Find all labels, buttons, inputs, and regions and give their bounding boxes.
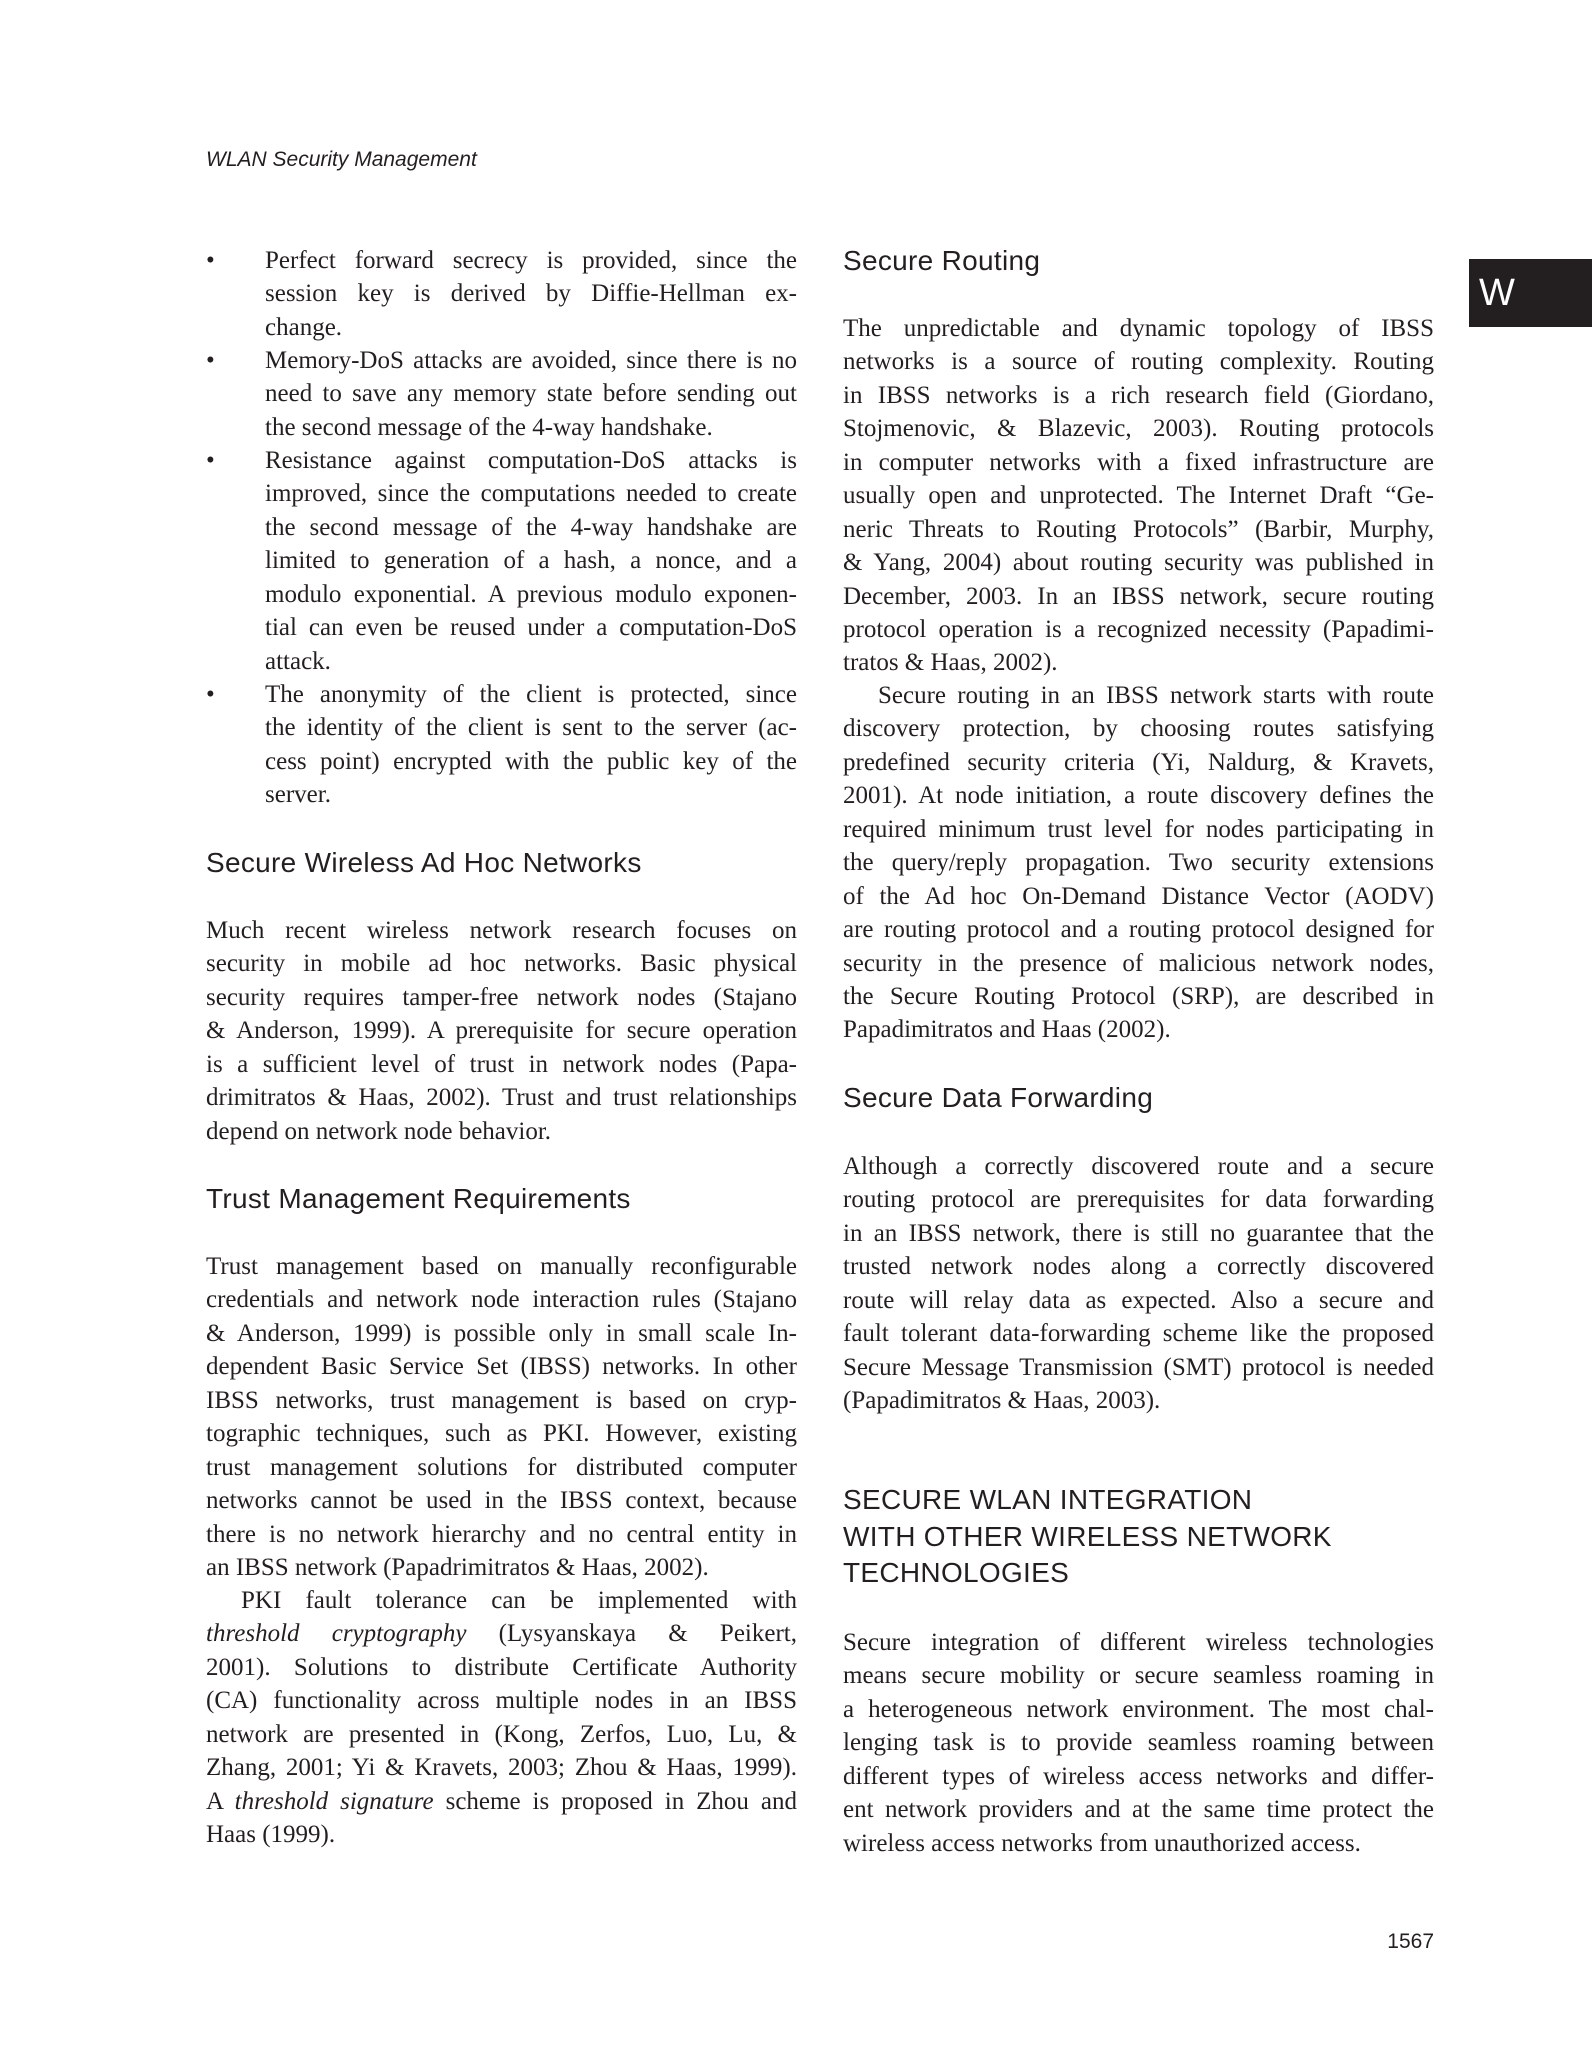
text-line: tographic techniques, such as PKI. However, existing: [206, 1420, 797, 1448]
text-line: required minimum trust level for nodes participating in: [843, 815, 1434, 843]
bullet-item: [206, 244, 797, 344]
heading-secure-data-forwarding: Secure Data Forwarding: [843, 1082, 1154, 1113]
text-line: lenging task is to provide seamless roaming between: [843, 1729, 1434, 1757]
text-line: modulo exponential. A previous modulo exponen-: [265, 580, 797, 608]
italic-term: threshold signature: [234, 1787, 434, 1815]
text-line: [206, 1617, 797, 1650]
text-line: Secure Message Transmission (SMT) protocol is needed: [843, 1353, 1434, 1381]
text-line: the second message of the 4-way handshake.: [265, 413, 713, 441]
text-line: usually open and unprotected. The Internet Draft “Ge-: [843, 482, 1434, 510]
text-line: [206, 1751, 797, 1784]
paragraph: [843, 679, 1434, 1047]
text-line: limited to generation of a hash, a nonce, and a: [265, 547, 797, 575]
text-line: tial can even be reused under a computation-DoS: [265, 614, 797, 642]
section-heading-line: WITH OTHER WIRELESS NETWORK: [843, 1520, 1332, 1552]
text-line: Perfect forward secrecy is provided, since the: [265, 247, 797, 274]
text-line: & Anderson, 1999) is possible only in small scale In-: [206, 1319, 797, 1347]
text-line: there is no network hierarchy and no central entity in: [206, 1520, 797, 1548]
text: scheme is proposed in Zhou and: [433, 1787, 797, 1815]
text-line: credentials and network node interaction rules (Stajano: [206, 1286, 797, 1314]
text-line: drimitratos & Haas, 2002). Trust and trust relationships: [206, 1084, 797, 1112]
text-line: route will relay data as expected. Also a secure and: [843, 1286, 1434, 1314]
text: A: [206, 1787, 235, 1815]
text-line: means secure mobility or secure seamless roaming in: [843, 1662, 1434, 1690]
text-line: of the Ad hoc On-Demand Distance Vector (AODV): [843, 882, 1434, 910]
text-line: are routing protocol and a routing protocol designed for: [843, 916, 1434, 944]
section-tab: W: [1469, 259, 1592, 327]
text-line: trust management solutions for distributed computer: [206, 1453, 797, 1481]
text: 2001). Solutions to distribute Certificate Authority: [206, 1653, 797, 1681]
text-line: a heterogeneous network environment. The most chal-: [843, 1695, 1434, 1723]
paragraph: [206, 1250, 797, 1584]
page-number: 1567: [1387, 1930, 1434, 1953]
text-line: is a sufficient level of trust in network nodes (Papa-: [206, 1050, 797, 1078]
text-line: [206, 1651, 797, 1684]
text-line: networks cannot be used in the IBSS context, because: [206, 1487, 797, 1515]
text-line: change.: [265, 313, 343, 341]
text-line: The unpredictable and dynamic topology of IBSS: [843, 315, 1434, 342]
text-line: cess point) encrypted with the public key of the: [265, 747, 797, 775]
text-line: dependent Basic Service Set (IBSS) networks. In other: [206, 1353, 797, 1381]
bullet-icon: •: [206, 247, 215, 274]
text-line: depend on network node behavior.: [206, 1117, 552, 1145]
text-line: predefined security criteria (Yi, Naldurg, & Kravets,: [843, 748, 1434, 776]
text-line: & Anderson, 1999). A prerequisite for secure operation: [206, 1017, 797, 1045]
section-heading-line: SECURE WLAN INTEGRATION: [843, 1484, 1253, 1515]
bullet-icon: •: [206, 681, 215, 708]
bullet-item: [206, 678, 797, 812]
text-line: the Secure Routing Protocol (SRP), are described in: [843, 982, 1434, 1010]
section-heading-line: TECHNOLOGIES: [843, 1557, 1070, 1589]
text-line: & Yang, 2004) about routing security was published in: [843, 549, 1434, 577]
text-line: need to save any memory state before sending out: [265, 380, 797, 408]
text-line: Secure routing in an IBSS network starts with route: [878, 682, 1434, 709]
running-title: WLAN Security Management: [206, 148, 477, 171]
text-line: fault tolerant data-forwarding scheme like the proposed: [843, 1320, 1434, 1348]
text: PKI fault tolerance can be implemented with: [241, 1587, 797, 1614]
bullet-item: [206, 444, 797, 678]
text-line: in IBSS networks is a rich research field (Giordano,: [843, 381, 1434, 409]
paragraph: [843, 312, 1434, 680]
text-line: December, 2003. In an IBSS network, secure routing: [843, 582, 1434, 610]
text-line: [206, 1818, 797, 1851]
text-line: neric Threats to Routing Protocols” (Barbir, Murphy,: [843, 515, 1434, 543]
text-line: The anonymity of the client is protected, since: [265, 681, 797, 708]
text-line: protocol operation is a recognized necessity (Papadimi-: [843, 615, 1434, 643]
paragraph: [843, 1150, 1434, 1418]
heading-secure-routing: Secure Routing: [843, 245, 1041, 276]
text-line: the query/reply propagation. Two security extensions: [843, 849, 1434, 877]
text-line: wireless access networks from unauthorized access.: [843, 1829, 1361, 1857]
text-line: the second message of the 4-way handshake are: [265, 513, 797, 541]
paragraph: [206, 1584, 797, 1852]
text-line: attack.: [265, 647, 331, 675]
text-line: Secure integration of different wireless technologies: [843, 1629, 1434, 1656]
section-heading: [843, 1482, 1332, 1592]
text-line: (Papadimitratos & Haas, 2003).: [843, 1387, 1161, 1415]
text-line: 2001). At node initiation, a route discovery defines the: [843, 782, 1434, 810]
text-line: ent network providers and at the same time protect the: [843, 1796, 1434, 1824]
text: (CA) functionality across multiple nodes in an IBSS: [206, 1687, 797, 1715]
text-line: security in mobile ad hoc networks. Basic physical: [206, 950, 797, 978]
bullet-item: [206, 344, 797, 444]
text-line: discovery protection, by choosing routes satisfying: [843, 715, 1434, 743]
text: Zhang, 2001; Yi & Kravets, 2003; Zhou & Haas, 1999).: [206, 1754, 797, 1782]
text-line: networks is a source of routing complexity. Routing: [843, 348, 1434, 376]
text-line: routing protocol are prerequisites for data forwarding: [843, 1186, 1434, 1214]
text-line: in computer networks with a fixed infrastructure are: [843, 448, 1434, 476]
text-line: tratos & Haas, 2002).: [843, 649, 1058, 677]
text-line: Papadimitratos and Haas (2002).: [843, 1016, 1171, 1044]
text-line: [206, 1584, 797, 1617]
text-line: Memory-DoS attacks are avoided, since there is no: [265, 347, 797, 374]
text-line: the identity of the client is sent to the server (ac-: [265, 714, 797, 742]
italic-term: threshold cryptography: [206, 1620, 467, 1648]
text: Haas (1999).: [206, 1821, 336, 1849]
text-line: [206, 1785, 797, 1818]
text-line: server.: [265, 781, 331, 809]
text-line: Although a correctly discovered route and a secure: [843, 1153, 1434, 1180]
text-line: Stojmenovic, & Blazevic, 2003). Routing protocols: [843, 415, 1434, 443]
text-line: security in the presence of malicious network nodes,: [843, 949, 1434, 977]
text-line: improved, since the computations needed to create: [265, 480, 797, 508]
heading-trust-management: Trust Management Requirements: [206, 1183, 631, 1214]
text-line: security requires tamper-free network nodes (Stajano: [206, 983, 797, 1011]
text-line: trusted network nodes along a correctly discovered: [843, 1253, 1434, 1281]
text-line: Much recent wireless network research focuses on: [206, 917, 797, 944]
text-line: session key is derived by Diffie-Hellman ex-: [265, 280, 797, 308]
text-line: different types of wireless access networks and differ-: [843, 1762, 1434, 1790]
text-line: Resistance against computation-DoS attacks is: [265, 447, 797, 474]
text-line: in an IBSS network, there is still no guarantee that the: [843, 1219, 1434, 1247]
text-line: [206, 1718, 797, 1751]
text-line: an IBSS network (Papadrimitratos & Haas, 2002).: [206, 1553, 709, 1581]
text: network are presented in (Kong, Zerfos, Luo, Lu, &: [206, 1720, 797, 1748]
text-line: [206, 1684, 797, 1717]
paragraph: [843, 1626, 1434, 1860]
paragraph: [206, 914, 797, 1148]
bullet-icon: •: [206, 447, 215, 474]
heading-secure-wireless-ad-hoc: Secure Wireless Ad Hoc Networks: [206, 847, 642, 878]
text-line: IBSS networks, trust management is based on cryp-: [206, 1386, 797, 1414]
text-line: Trust management based on manually reconfigurable: [206, 1253, 797, 1280]
bullet-icon: •: [206, 347, 215, 374]
text: (Lysyanskaya & Peikert,: [466, 1620, 797, 1648]
